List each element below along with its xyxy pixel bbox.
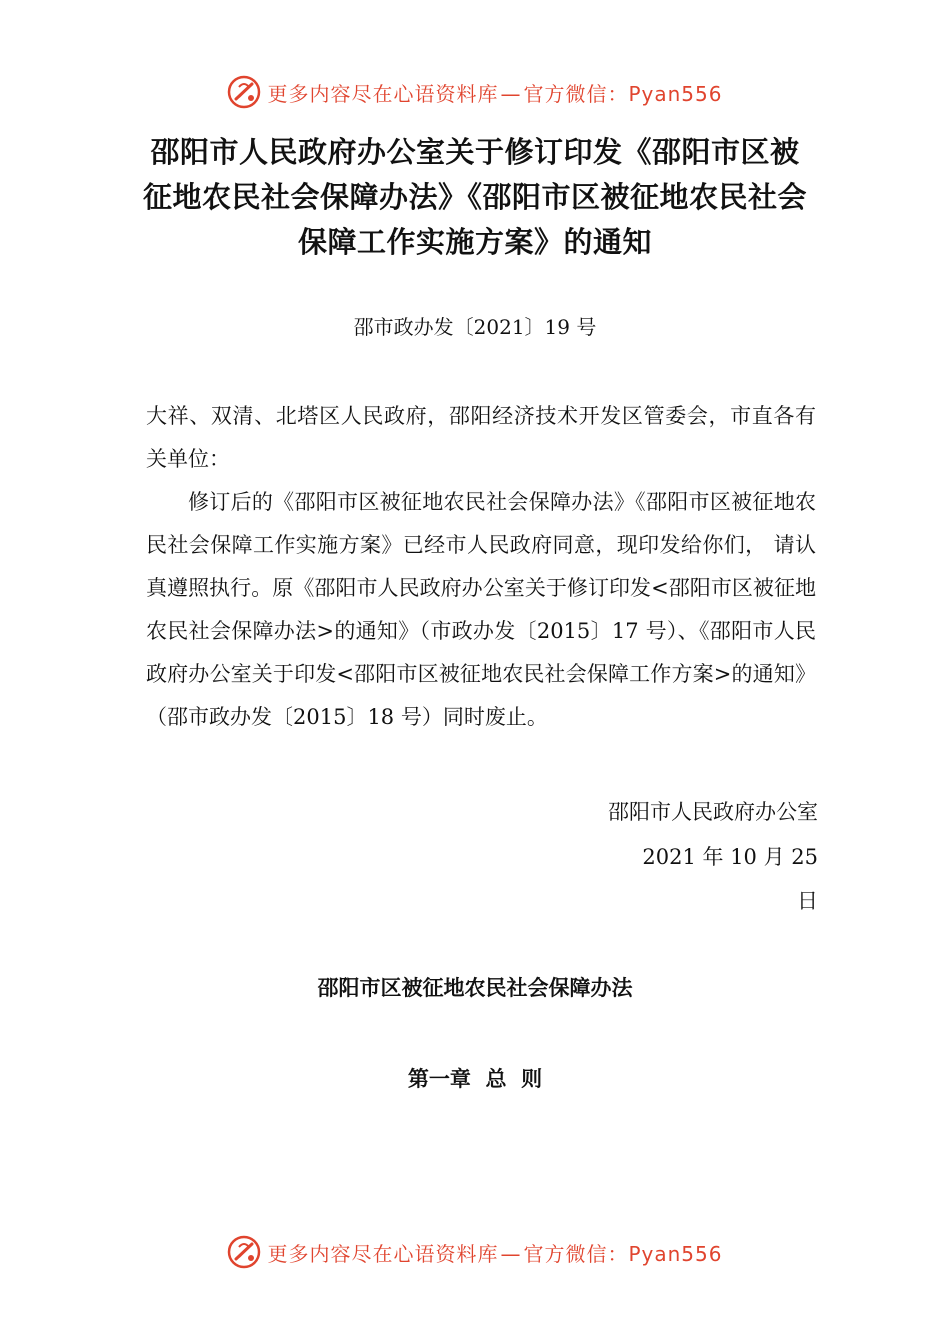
watermark-header — [0, 72, 950, 112]
document-title: 邵阳市人民政府办公室关于修订印发《邵阳市区被征地农民社会保障办法》《邵阳市区被征地农民社会保障工作实施方案》的通知 — [142, 135, 807, 259]
addressee: 大祥、双清、北塔区人民政府，邵阳经济技术开发区管委会，市直各有关单位： — [146, 404, 816, 471]
seal-logo-icon — [227, 75, 261, 109]
seal-logo-icon — [227, 1235, 261, 1269]
body-paragraph: 修订后的《邵阳市区被征地农民社会保障办法》《邵阳市区被征地农民社会保障工作实施方案》已经市人民政府同意，现印发给你们， 请认真遵照执行。原《邵阳市人民政府办公室关于修订印发<邵阳市区被征地农民社会保障办法>的通知》（市政办发〔2015〕17 号）、《邵阳市人民政府办公室关于印发<邵阳市区被征地农民社会保障工作方案>的通知》（邵市政办发〔2015〕18 号）同时废止。 — [146, 490, 816, 729]
signature-organization: 邵阳市人民政府办公室 — [608, 800, 818, 824]
chapter-heading: 第一章 总 则 — [407, 1067, 543, 1091]
signature-date: 2021 年 10 月 25 — [642, 845, 818, 869]
watermark-footer — [0, 1232, 950, 1272]
watermark-text: 更多内容尽在心语资料库 — 官方微信：Pyan556 — [267, 81, 723, 106]
watermark-text: 更多内容尽在心语资料库 — 官方微信：Pyan556 — [267, 1241, 723, 1266]
document-number: 邵市政办发〔2021〕19 号 — [353, 315, 597, 339]
signature-day: 日 — [797, 889, 818, 913]
section-heading: 邵阳市区被征地农民社会保障办法 — [317, 976, 633, 1000]
